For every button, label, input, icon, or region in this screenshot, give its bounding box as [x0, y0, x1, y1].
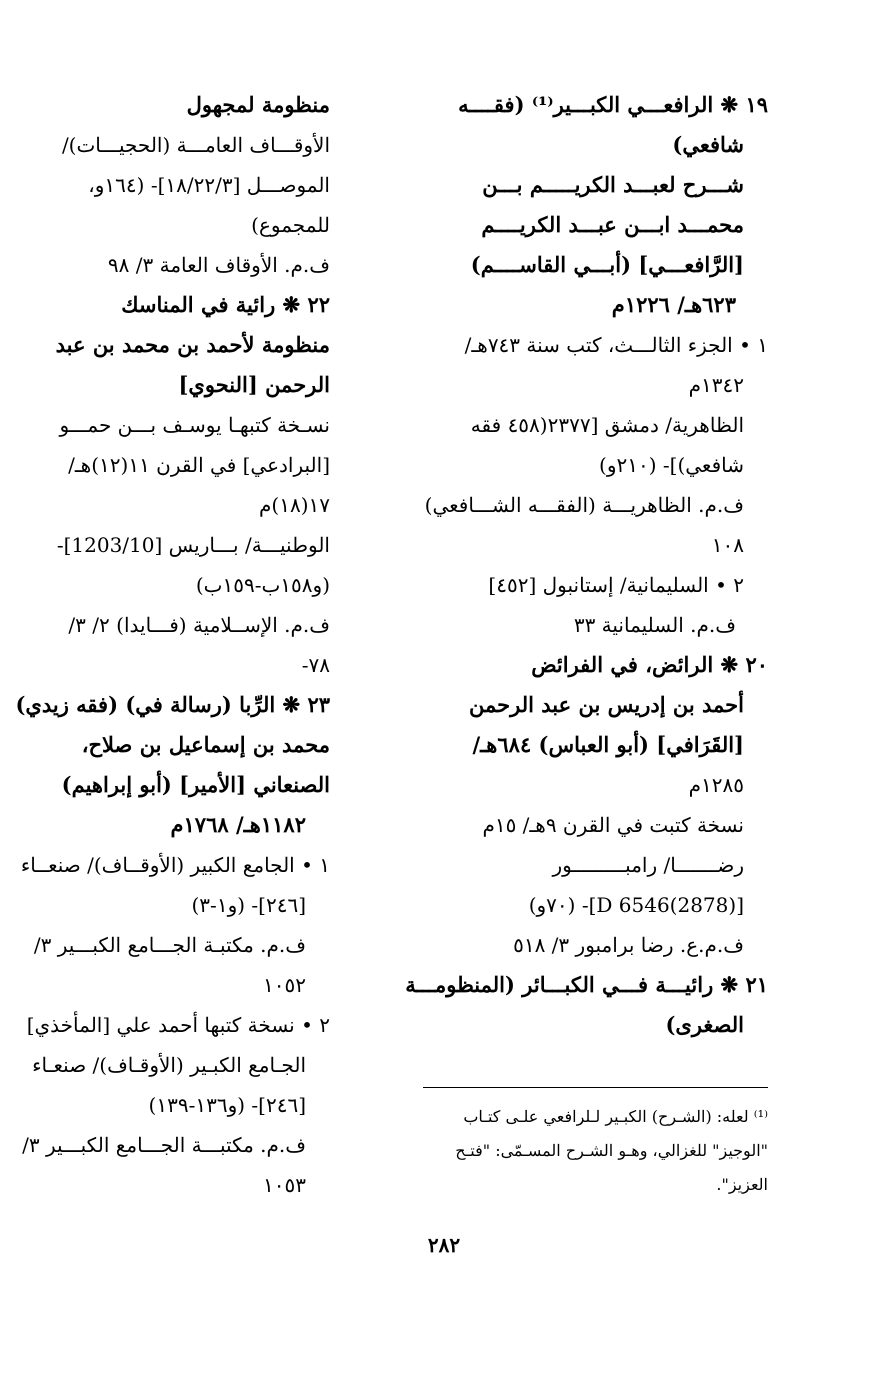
text-line: ١٠٥٢: [263, 973, 306, 997]
text-line: ١١٨٢هـ/ ١٧٦٨م: [170, 812, 306, 837]
text-line: ١٠٨: [711, 533, 744, 557]
text-line: [٢٤٦]- (و١٣٦-١٣٩): [148, 1093, 306, 1117]
text-line: شافعي): [672, 132, 744, 157]
text-line: شـــرح لعبـــد الكريـــــم بـــن: [482, 172, 744, 197]
text-line: ف.م. الظاهريـــة (الفقـــه الشـــافعي): [424, 493, 744, 517]
text-line: ٢ • السليمانية/ إستانبول [٤٥٢]: [488, 573, 744, 597]
text-line: ٢٢ ❋ رائية في المناسك: [121, 292, 330, 317]
footnote-divider: [423, 1087, 768, 1088]
text-line: الموصـــل [١٨/٢٢/٣]- (١٦٤و،: [88, 173, 330, 197]
text-line: الجـامع الكبـير (الأوقـاف)/ صنعـاء: [32, 1053, 306, 1077]
text-line: ١٠٥٣: [263, 1173, 306, 1197]
text-line: شافعي)]- (٢١٠و): [599, 453, 744, 477]
text-line: [البرادعي] في القرن ١١(١٢)هـ/: [68, 453, 330, 477]
text-line: محمـــد ابـــن عبـــد الكريــــم: [481, 212, 744, 237]
text-line: ف.م. الأوقاف العامة ٣/ ٩٨: [107, 253, 330, 277]
text-line: ف.م. السليمانية ٣٣: [573, 613, 736, 637]
text-line: ف.م.ع. رضا برامبور ٣/ ٥١٨: [513, 933, 744, 957]
text-line: ف.م. الإســلامية (فـــايدا) ٢/ ٣/: [68, 613, 330, 637]
text-line: الأوقـــاف العامـــة (الحجيـــات)/: [61, 133, 330, 157]
text-line: ف.م. مكتبـــة الجـــامع الكبـــير ٣/: [22, 1133, 306, 1157]
text-line: [الرَّافعـــي] (أبـــي القاســــم): [470, 252, 744, 277]
text-line: الوطنيـــة/ بـــاريس [1203/10]-: [56, 533, 330, 557]
text-line: (و١٥٨ب-١٥٩ب): [195, 573, 330, 597]
footnote-line: "الوجيز" للغزالي، وهـو الشـرح المسـمّى: "فتـح: [455, 1141, 768, 1160]
text-line: للمجموع): [251, 213, 330, 237]
text-line: الصنعاني [الأمير] (أبو إبراهيم): [61, 772, 330, 797]
text-line: الصغرى): [665, 1012, 744, 1037]
text-line: نسـخة كتبهـا يوسـف بـــن حمـــو: [59, 413, 330, 437]
text-line: محمد بن إسماعيل بن صلاح،: [81, 732, 330, 757]
text-line: ١ • الجامع الكبير (الأوقــاف)/ صنعــاء: [20, 853, 330, 877]
text-line: ١٣٤٢م: [688, 373, 744, 397]
right-column: [405, 85, 768, 1045]
text-line: ٧٨-: [301, 653, 330, 677]
text-line: منظومة لمجهول: [186, 92, 330, 117]
text-line: [القَرَافي] (أبو العباس) ٦٨٤هـ/: [472, 732, 744, 757]
text-line: أحمد بن إدريس بن عبد الرحمن: [469, 692, 744, 717]
footnote-line: العزيز".: [716, 1175, 768, 1194]
text-line: ٢٣ ❋ الرِّبا (رسالة في) (فقه زيدي): [15, 692, 330, 717]
text-line: ١ • الجزء الثالـــث، كتب سنة ٧٤٣هـ/: [464, 333, 768, 357]
text-line: ١٧(١٨)م: [259, 493, 330, 517]
text-line: نسخة كتبت في القرن ٩هـ/ ١٥م: [482, 813, 744, 837]
text-line: منظومة لأحمد بن محمد بن عبد: [55, 332, 330, 357]
text-line: رضـــــــا/ رامبـــــــــور: [552, 853, 744, 877]
footnote: [416, 1100, 768, 1202]
text-line: [D 6546(2878)]- (٧٠و): [528, 893, 744, 917]
text-line: الظاهرية/ دمشق [٢٣٧٧(٤٥٨ فقه: [470, 413, 744, 437]
text-line: الرحمن [النحوي]: [178, 372, 330, 397]
page-number: ٢٨٢: [427, 1233, 461, 1257]
text-line: ٢١ ❋ رائيـــة فـــي الكبـــائر (المنظومـــة: [405, 972, 768, 997]
text-line: ٢ • نسخة كتبها أحمد علي [المأخذي]: [26, 1013, 330, 1037]
text-line: ٢٠ ❋ الرائض، في الفرائض: [531, 652, 768, 677]
left-column: [15, 85, 330, 1205]
text-line: [٢٤٦]- (و١-٣): [191, 893, 306, 917]
text-line: ف.م. مكتبـة الجـــامع الكبـــير ٣/: [33, 933, 306, 957]
text-line: ٦٢٣هـ/ ١٢٢٦م: [611, 292, 736, 317]
text-line: ١٢٨٥م: [688, 773, 744, 797]
footnote-line: ⁽¹⁾ لعله: (الشـرح) الكبـير لـلرافعي علـى كتـاب: [463, 1107, 768, 1126]
text-line: ١٩ ❋ الرافعـــي الكبـــير⁽¹⁾ (فقــــه: [458, 92, 768, 117]
